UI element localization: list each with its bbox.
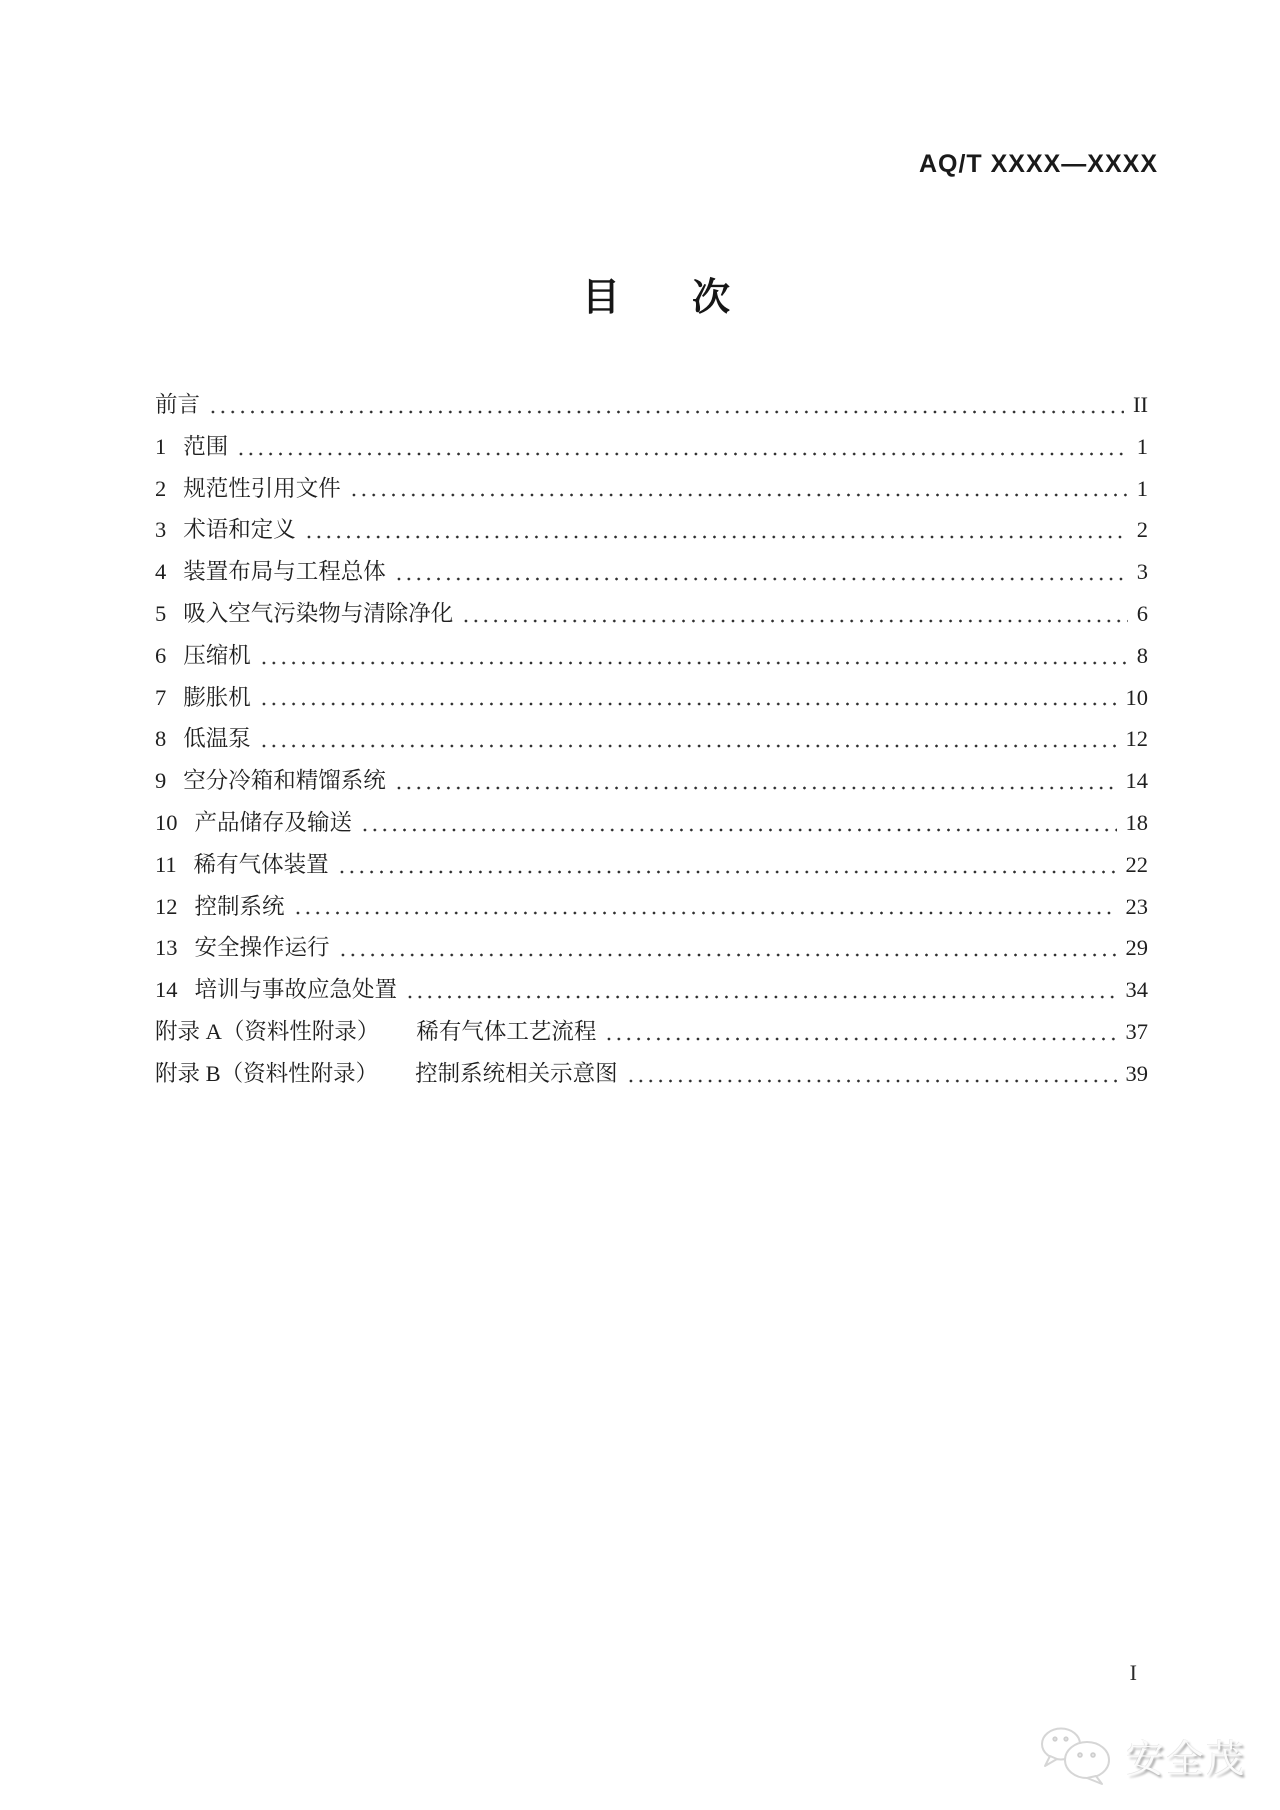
toc-entry-page: 8 (1136, 642, 1148, 668)
toc-leader-dots (394, 577, 1128, 581)
toc-entry-title: 吸入空气污染物与清除净化 (183, 600, 454, 626)
toc-leader-dots (626, 1079, 1117, 1083)
watermark (1038, 1724, 1246, 1786)
toc-leader-dots (259, 744, 1117, 748)
toc-entry-number: 1 (155, 433, 167, 459)
toc-entry-page: 39 (1125, 1060, 1148, 1086)
toc-leader-dots (236, 452, 1127, 456)
toc-entry-title: 控制系统相关示意图 (415, 1060, 618, 1086)
page-title (16, 277, 1280, 319)
toc-entry-page: 6 (1136, 600, 1148, 626)
toc-entry (155, 802, 1148, 844)
toc-entry (155, 927, 1148, 969)
toc-entry-page: 10 (1125, 684, 1148, 710)
toc-entry (155, 1053, 1148, 1095)
toc-entry-page: 12 (1125, 726, 1148, 752)
watermark-text: 安全茂 (1125, 1738, 1246, 1781)
toc-entry-title: 控制系统 (194, 893, 285, 919)
toc-entry-number: 附录 B（资料性附录） (155, 1060, 379, 1086)
toc-entry (155, 468, 1148, 510)
toc-entry (155, 551, 1148, 593)
page-title-char-2: 次 (692, 277, 731, 319)
toc-entry-number: 3 (155, 517, 167, 543)
toc-entry-title: 空分冷箱和精馏系统 (183, 768, 386, 794)
toc-leader-dots (349, 493, 1128, 497)
toc-leader-dots (304, 535, 1128, 539)
toc-entry (155, 718, 1148, 760)
toc-entry (155, 384, 1148, 426)
toc-entry-page: 37 (1125, 1018, 1148, 1044)
toc-entry-title: 压缩机 (183, 642, 251, 668)
toc-entry (155, 426, 1148, 468)
toc-entry-number: 8 (155, 726, 167, 752)
toc-entry-title: 膨胀机 (183, 684, 251, 710)
toc-entry (155, 635, 1148, 677)
toc-entry-title: 低温泵 (183, 726, 251, 752)
toc-entry-page: II (1133, 392, 1148, 417)
toc-entry (155, 844, 1148, 886)
toc-entry-page: 18 (1125, 809, 1148, 835)
toc-entry-number: 13 (155, 935, 178, 961)
toc-entry-page: 23 (1125, 893, 1148, 919)
toc-entry-title: 安全操作运行 (194, 935, 330, 961)
toc-entry-number: 14 (155, 977, 178, 1003)
toc-entry-title: 稀有气体工艺流程 (416, 1018, 597, 1044)
toc-leader-dots (360, 828, 1116, 832)
toc-entry (155, 886, 1148, 928)
toc-entry-page: 22 (1125, 851, 1148, 877)
toc-entry-page: 2 (1136, 517, 1148, 543)
toc-leader-dots (293, 911, 1117, 915)
toc-leader-dots (259, 702, 1117, 706)
toc-entry-number: 6 (155, 642, 167, 668)
toc-entry-number: 10 (155, 809, 178, 835)
toc-leader-dots (394, 786, 1117, 790)
toc-leader-dots (338, 953, 1117, 957)
wechat-icon (1038, 1724, 1120, 1786)
toc-entry (155, 509, 1148, 551)
standard-code: AQ/T XXXX—XXXX (918, 150, 1158, 178)
toc-leader-dots (208, 410, 1124, 414)
toc-entry (155, 969, 1148, 1011)
toc-entry-number: 4 (155, 559, 167, 585)
page-number: I (1129, 1660, 1137, 1685)
toc-entry-page: 14 (1125, 768, 1148, 794)
toc-entry-title: 培训与事故应急处置 (194, 977, 398, 1003)
toc-entry-page: 34 (1125, 977, 1148, 1003)
toc-entry (155, 593, 1148, 635)
toc-entry-page: 1 (1136, 433, 1148, 459)
toc-entry-number: 7 (155, 684, 167, 710)
toc-entry-number: 9 (155, 768, 167, 794)
toc-entry-title: 规范性引用文件 (183, 475, 341, 501)
toc-entry-page: 3 (1136, 559, 1148, 585)
page-title-char-1: 目 (581, 277, 620, 319)
toc-entry-page: 1 (1136, 475, 1148, 501)
toc-entry-number: 附录 A（资料性附录） (155, 1018, 380, 1044)
toc-entry-title: 稀有气体装置 (193, 851, 329, 877)
toc-leader-dots (604, 1037, 1116, 1041)
toc-entry-title: 前言 (155, 392, 201, 417)
toc-entry (155, 677, 1148, 719)
toc-entry-number: 2 (155, 475, 167, 501)
toc-entry-title: 范围 (183, 433, 229, 459)
toc-list (155, 384, 1148, 1095)
toc-entry-number: 12 (155, 893, 178, 919)
toc-entry (155, 760, 1148, 802)
toc-entry-title: 产品储存及输送 (194, 809, 353, 835)
toc-entry-number: 11 (155, 851, 177, 877)
toc-entry-title: 装置布局与工程总体 (183, 559, 386, 585)
toc-leader-dots (259, 661, 1128, 665)
toc-leader-dots (461, 619, 1127, 623)
toc-entry-page: 29 (1125, 935, 1148, 961)
toc-entry-number: 5 (155, 600, 167, 626)
toc-leader-dots (405, 995, 1116, 999)
toc-entry (155, 1011, 1148, 1053)
toc-entry-title: 术语和定义 (183, 517, 296, 543)
toc-leader-dots (337, 870, 1117, 874)
